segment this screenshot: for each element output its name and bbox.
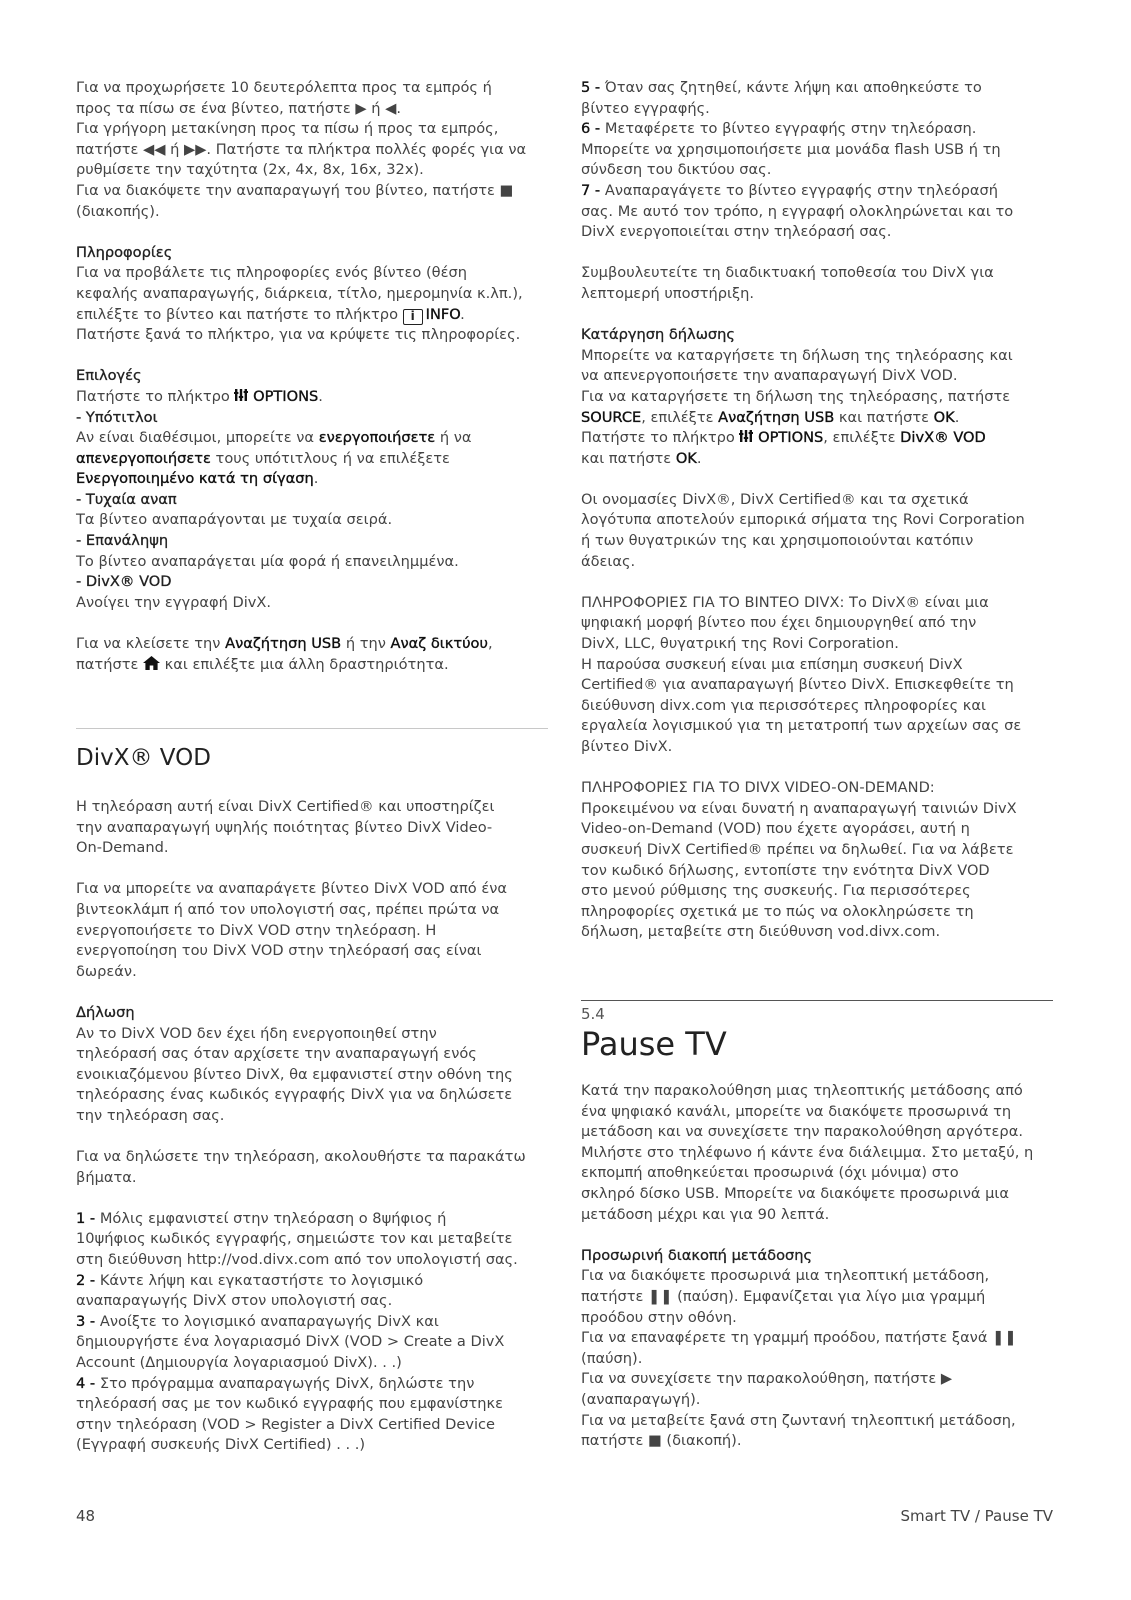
home-icon bbox=[143, 656, 160, 670]
divx-vod-heading: DivX® VOD bbox=[76, 745, 211, 771]
step-7: 7 - Αναπαραγάγετε το βίντεο εγγραφής στην τηλεόρασή bbox=[581, 181, 999, 199]
deregistration-heading: Κατάργηση δήλωσης bbox=[581, 326, 735, 344]
divx-vod-body: Η τηλεόραση αυτή είναι DivX Certified® και υποστηρίζει την αναπαραγωγή υψηλής ποιότητας βίντεο DivX Video- On-Demand. Για να μπορείτε να αναπαράγετε βίντεο DivX VOD από ένα βιντεοκλάμπ ή από τον υπολογιστή σας, πρέπει πρώτα να ενεργοποιήσετε το DivX VOD στην τηλεόραση. Η ενεργοποίηση του DivX VOD στην τηλεόρασή σας είναι δωρεάν. Δήλωση Αν το DivX VOD δεν έχει ήδη ενεργοποιηθεί στην τηλεόρασή σας όταν αρχίσετε την αναπαραγωγή ενός ενοικιαζόμενου βίντεο DivX, θα εμφανιστεί στην οθόνη της τηλεόρασης ένας κωδικός εγγραφής DivX για να δηλώσετε την τηλεόραση σας. Για να δηλώσετε την τηλεόραση, ακολουθήστε τα παρακάτω βήματα. 1 - Μόλις εμφανιστεί στην τηλεόραση ο 8ψήφιος ή 10ψήφιος κωδικός εγγραφής, σημειώστε τον και μεταβείτε στη διεύθυνση http://vod.divx.com από τον υπολογιστή σας. 2 - Κάντε λήψη και εγκαταστήστε το λογισμικό αναπαραγωγής DivX στον υπολογιστή σας. 3 - Ανοίξτε το λογισμικό αναπαραγωγής DivX και δημιουργήστε ένα λογαριασμό DivX (VOD > Create a DivX Account (Δημιουργία λογαριασμού DivX). . .) 4 - Στο πρόγραμμα αναπαραγωγής DivX, δηλώστε την τηλεόρασή σας με τον κωδικό εγγραφής που εμφανίστηκε στην τηλεόραση (VOD > Register a DivX Certified Device (Εγγραφή συσκευής DivX Certified) . . .) bbox=[76, 797, 548, 1477]
about-divx-video: ΠΛΗΡΟΦΟΡΙΕΣ ΓΙΑ ΤΟ ΒΙΝΤΕΟ DIVX: Το DivX® είναι μια ψηφιακή μορφή βίντεο που έχει δημιουργηθεί από την DivX, LLC, θυγατρική της Rovi Corporation. Η παρούσα συσκευή είναι μια επίσημη συσκευή DivX Certified® για αναπαραγωγή βίντεο DivX. Επισκεφθείτε τη διεύθυνση divx.com για περισσότερες πληροφορίες και εργαλεία λογισμικού για τη μετατροπή των αρχείων σας σε βίντεο DivX. bbox=[581, 593, 1022, 755]
about-divx-vod: ΠΛΗΡΟΦΟΡΙΕΣ ΓΙΑ ΤΟ DIVX VIDEO-ON-DEMAND: Προκειμένου να είναι δυνατή η αναπαραγωγή ταινιών DivX Video-on-Demand (VOD) που έχετε αγοράσει, αυτή η συσκευή DivX Certified® πρέπει να δηλωθεί. Για να λάβετε τον κωδικό δήλωσης, εντοπίστε την ενότητα DivX VOD στο μενού ρύθμισης της συσκευής. Για περισσότερες πληροφορίες σχετικά με το πώς να ολοκληρώσετε τη δήλωση, μεταβείτε στη διεύθυνση vod.divx.com. bbox=[581, 779, 1017, 941]
playback-intro: Για να προχωρήσετε 10 δευτερόλεπτα προς τα εμπρός ή προς τα πίσω σε ένα βίντεο, πατήστε ▶ ή ◀. Για γρήγορη μετακίνηση προς τα πίσω ή προς τα εμπρός, πατήστε ◀◀ ή ▶▶. Πατήστε τα πλήκτρα πολλές φορές για να ρυθμίσετε την ταχύτητα (2x, 4x, 8x, 16x, 32x). Για να διακόψετε την αναπαραγωγή του βίντεο, πατήστε ■ (διακοπής). bbox=[76, 79, 527, 220]
options-heading: Επιλογές bbox=[76, 367, 142, 385]
info-heading: Πληροφορίες bbox=[76, 243, 173, 261]
footer-breadcrumb: Smart TV / Pause TV bbox=[900, 1507, 1053, 1525]
options-icon bbox=[234, 388, 248, 402]
step-3: 3 - Ανοίξτε το λογισμικό αναπαραγωγής DivX και bbox=[76, 1312, 439, 1330]
section-number: 5.4 bbox=[581, 1005, 605, 1023]
trademark-notice: Οι ονομασίες DivX®, DivX Certified® και τα σχετικά λογότυπα αποτελούν εμπορικά σήματα της Rovi Corporation ή των θυγατρικών της και χρησιμοποιούνται κατόπιν άδειας. bbox=[581, 490, 1025, 570]
pause-broadcast-section: Προσωρινή διακοπή μετάδοσης Για να διακόψετε προσωρινά μια τηλεοπτική μετάδοση, πατήστε ❚❚ (παύση). Εμφανίζεται για λίγο μια γραμμή προόδου στην οθόνη. Για να επαναφέρετε τη γραμμή προόδου, πατήστε ξανά ❚❚ (παύση). Για να συνεχίσετε την παρακολούθηση, πατήστε ▶ (αναπαραγωγή). Για να μεταβείτε ξανά στη ζωντανή τηλεοπτική μετάδοση, πατήστε ■ (διακοπή). bbox=[581, 1246, 1053, 1452]
pause-tv-body: Κατά την παρακολούθηση μιας τηλεοπτικής μετάδοσης από ένα ψηφιακό κανάλι, μπορείτε να διακόψετε προσωρινά τη μετάδοση και να συνεχίσετε την παρακολούθηση αργότερα. Μιλήστε στο τηλέφωνο ή κάντε ένα διάλειμμα. Στο μεταξύ, η εκπομπή αποθηκεύεται προσωρινά (όχι μόνιμα) στο σκληρό δίσκο USB. Μπορείτε να διακόψετε προσωρινά μια μετάδοση μέχρι και για 90 λεπτά. Προσωρινή διακοπή μετάδοσης Για να διακόψετε προσωρινά μια τηλεοπτική μετάδοση, πατήστε ❚❚ (παύση). Εμφανίζεται για λίγο μια γραμμή προόδου στην οθόνη. Για να επαναφέρετε τη γραμμή προόδου, πατήστε ξανά ❚❚ (παύση). Για να συνεχίσετε την παρακολούθηση, πατήστε ▶ (αναπαραγωγή). Για να μεταβείτε ξανά στη ζωντανή τηλεοπτική μετάδοση, πατήστε ■ (διακοπή). bbox=[581, 1081, 1053, 1472]
deregistration-section: Κατάργηση δήλωσης Μπορείτε να καταργήσετε τη δήλωση της τηλεόρασης και να απενεργοποιήσετε την αναπαραγωγή DivX VOD. Για να καταργήσετε τη δήλωση της τηλεόρασης, πατήστε SOURCE, επιλέξτε Αναζήτηση USB και πατήστε OK. Πατήστε το πλήκτρο OPTIONS, επιλέξτε DivX® VOD και πατήστε OK. bbox=[581, 325, 1053, 469]
registration-steps: 1 - Μόλις εμφανιστεί στην τηλεόραση ο 8ψήφιος ή 10ψήφιος κωδικός εγγραφής, σημειώστε τον και μεταβείτε στη διεύθυνση http://vod.divx.com από τον υπολογιστή σας. 2 - Κάντε λήψη και εγκαταστήστε το λογισμικό αναπαραγωγής DivX στον υπολογιστή σας. 3 - Ανοίξτε το λογισμικό αναπαραγωγής DivX και δημιουργήστε ένα λογαριασμό DivX (VOD > Create a DivX Account (Δημιουργία λογαριασμού DivX). . .) 4 - Στο πρόγραμμα αναπαραγωγής DivX, δηλώστε την τηλεόρασή σας με τον κωδικό εγγραφής που εμφανίστηκε στην τηλεόραση (VOD > Register a DivX Certified Device (Εγγραφή συσκευής DivX Certified) . . .) bbox=[76, 1209, 548, 1456]
registration-steps-continued: 5 - Όταν σας ζητηθεί, κάντε λήψη και αποθηκεύστε το βίντεο εγγραφής. 6 - Μεταφέρετε το βίντεο εγγραφής στην τηλεόραση. Μπορείτε να χρησιμοποιήσετε μια μονάδα flash USB ή τη σύνδεση του δικτύου σας. 7 - Αναπαραγάγετε το βίντεο εγγραφής στην τηλεόρασή σας. Με αυτό τον τρόπο, η εγγραφή ολοκληρώνεται και το DivX ενεργοποιείται στην τηλεόρασή σας. bbox=[581, 78, 1053, 243]
right-column: 5 - Όταν σας ζητηθεί, κάντε λήψη και αποθηκεύστε το βίντεο εγγραφής. 6 - Μεταφέρετε το βίντεο εγγραφής στην τηλεόραση. Μπορείτε να χρησιμοποιήσετε μια μονάδα flash USB ή τη σύνδεση του δικτύου σας. 7 - Αναπαραγάγετε το βίντεο εγγραφής στην τηλεόρασή σας. Με αυτό τον τρόπο, η εγγραφή ολοκληρώνεται και το DivX ενεργοποιείται στην τηλεόρασή σας. Συμβουλευτείτε τη διαδικτυακή τοποθεσία του DivX για λεπτομερή υποστήριξη. Κατάργηση δήλωσης Μπορείτε να καταργήσετε τη δήλωση της τηλεόρασης και να απενεργοποιήσετε την αναπαραγωγή DivX VOD. Για να καταργήσετε τη δήλωση της τηλεόρασης, πατήστε SOURCE, επιλέξτε Αναζήτηση USB και πατήστε OK. Πατήστε το πλήκτρο OPTIONS, επιλέξτε DivX® VOD και πατήστε OK. Οι ονομασίες DivX®, DivX Certified® και τα σχετικά λογότυπα αποτελούν εμπορικά σήματα της Rovi Corporation ή των θυγατρικών της και χρησιμοποιούνται κατόπιν άδειας. ΠΛΗΡΟΦΟΡΙΕΣ ΓΙΑ ΤΟ ΒΙΝΤΕΟ DIVX: Το DivX® είναι μια ψηφιακή μορφή βίντεο που έχει δημιουργηθεί από την DivX, LLC, θυγατρική της Rovi Corporation. Η παρούσα συσκευή είναι μια επίσημη συσκευή DivX Certified® για αναπαραγωγή βίντεο DivX. Επισκεφθείτε τη διεύθυνση divx.com για περισσότερες πληροφορίες και εργαλεία λογισμικού για τη μετατροπή των αρχείων σας σε βίντεο DivX. ΠΛΗΡΟΦΟΡΙΕΣ ΓΙΑ ΤΟ DIVX VIDEO-ON-DEMAND: Προκειμένου να είναι δυνατή η αναπαραγωγή ταινιών DivX Video-on-Demand (VOD) που έχετε αγοράσει, αυτή η συσκευή DivX Certified® πρέπει να δηλωθεί. Για να λάβετε τον κωδικό δήλωσης, εντοπίστε την ενότητα DivX VOD στο μενού ρύθμισης της συσκευής. Για περισσότερες πληροφορίες σχετικά με το πώς να ολοκληρώσετε τη δήλωση, μεταβείτε στη διεύθυνση vod.divx.com. bbox=[581, 78, 1053, 964]
step-1: 1 - Μόλις εμφανιστεί στην τηλεόραση ο 8ψήφιος ή bbox=[76, 1209, 447, 1227]
chapter-divider bbox=[581, 1000, 1053, 1001]
close-browser-section: Για να κλείσετε την Αναζήτηση USB ή την Αναζ δικτύου, πατήστε και επιλέξτε μια άλλη δραστηριότητα. bbox=[76, 635, 493, 673]
step-2: 2 - Κάντε λήψη και εγκαταστήστε το λογισμικό bbox=[76, 1271, 424, 1289]
info-section: Πληροφορίες Για να προβάλετε τις πληροφορίες ενός βίντεο (θέση κεφαλής αναπαραγωγής, διάρκεια, τίτλο, ημερομηνία κ.λπ.), επιλέξτε το βίντεο και πατήστε το πλήκτρο i INFO. Πατήστε ξανά το πλήκτρο, για να κρύψετε τις πληροφορίες. bbox=[76, 243, 548, 346]
registration-section: Δήλωση Αν το DivX VOD δεν έχει ήδη ενεργοποιηθεί στην τηλεόρασή σας όταν αρχίσετε την αναπαραγωγή ενός ενοικιαζόμενου βίντεο DivX, θα εμφανιστεί στην οθόνη της τηλεόρασης ένας κωδικός εγγραφής DivX για να δηλώσετε την τηλεόραση σας. bbox=[76, 1003, 548, 1127]
registration-heading: Δήλωση bbox=[76, 1003, 135, 1021]
options-icon bbox=[739, 429, 753, 443]
options-section: Επιλογές Πατήστε το πλήκτρο OPTIONS. - Υπότιτλοι Αν είναι διαθέσιμοι, μπορείτε να ενεργοποιήσετε ή να απενεργοποιήσετε τους υπότιτλους ή να επιλέξετε Ενεργοποιημένο κατά τη σίγαση. - Τυχαία αναπ Τα βίντεο αναπαράγονται με τυχαία σειρά. - Επανάληψη Το βίντεο αναπαράγεται μία φορά ή επανειλημμένα. - DivX® VOD Ανοίγει την εγγραφή DivX. bbox=[76, 366, 548, 613]
pause-tv-heading: Pause TV bbox=[581, 1025, 727, 1063]
pause-broadcast-heading: Προσωρινή διακοπή μετάδοσης bbox=[581, 1246, 813, 1264]
info-key-icon: i bbox=[403, 309, 423, 325]
step-6: 6 - Μεταφέρετε το βίντεο εγγραφής στην τηλεόραση. bbox=[581, 120, 977, 138]
step-4: 4 - Στο πρόγραμμα αναπαραγωγής DivX, δηλώστε την bbox=[76, 1374, 475, 1392]
left-column bbox=[76, 78, 548, 696]
section-divider bbox=[76, 728, 548, 729]
page-number: 48 bbox=[76, 1507, 96, 1525]
step-5: 5 - Όταν σας ζητηθεί, κάντε λήψη και αποθηκεύστε το bbox=[581, 79, 982, 96]
